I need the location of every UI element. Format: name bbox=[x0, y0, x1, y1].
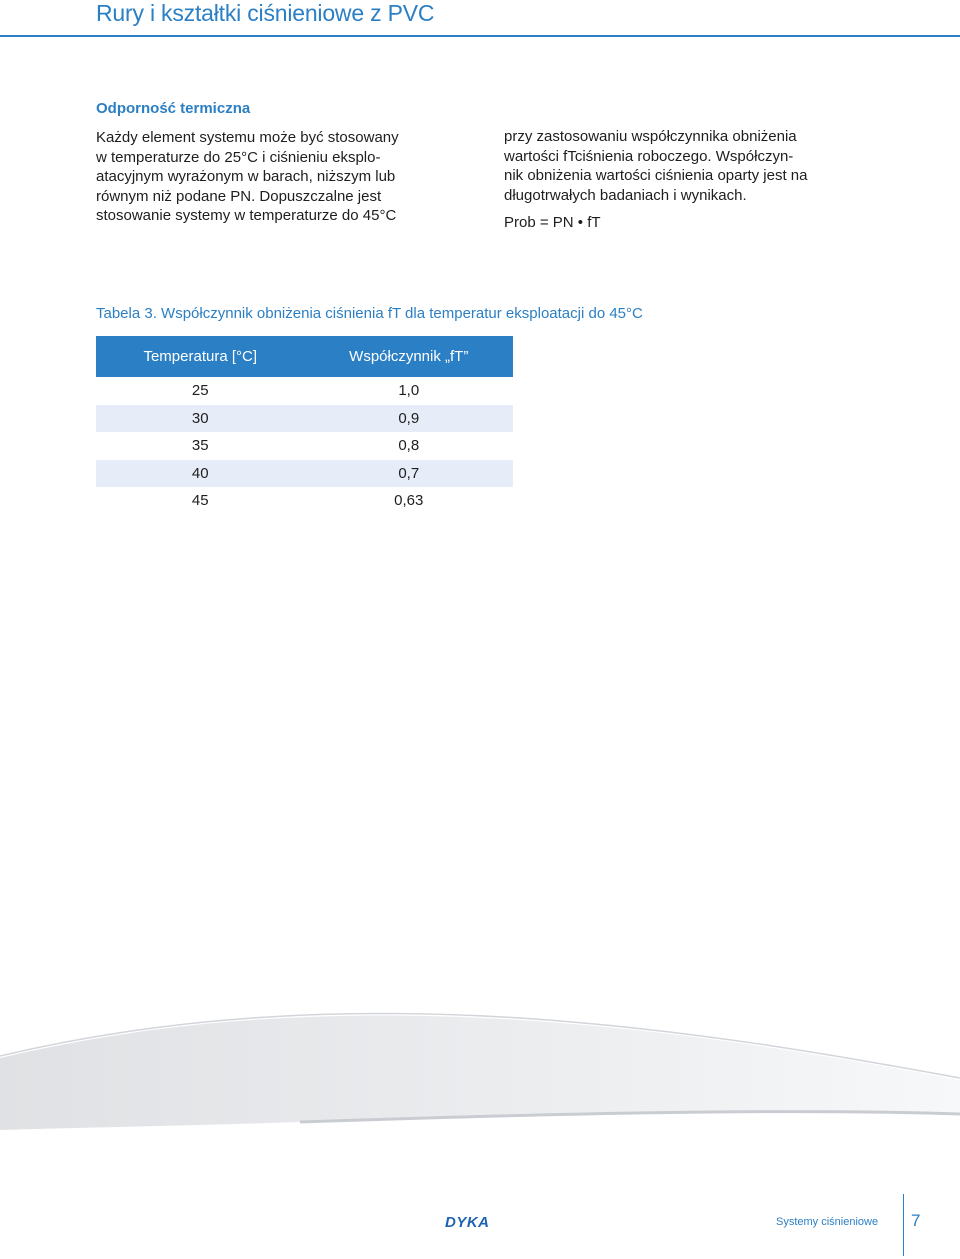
pressure-formula: Prob = PN • fT bbox=[504, 214, 601, 231]
cell-factor: 0,8 bbox=[398, 437, 420, 455]
cell-temperature: 25 bbox=[191, 382, 209, 400]
table-row bbox=[96, 432, 513, 460]
body-line: wartości fTciśnienia roboczego. Współczyn- bbox=[504, 147, 794, 165]
cell-temperature: 35 bbox=[191, 437, 209, 455]
cell-factor: 1,0 bbox=[398, 382, 420, 400]
body-line: stosowanie systemy w temperaturze do 45°C bbox=[96, 207, 397, 224]
table-caption: Tabela 3. Współczynnik obniżenia ciśnienia fT dla temperatur eksploatacji do 45°C bbox=[96, 305, 643, 322]
page-title: Rury i kształtki ciśnieniowe z PVC bbox=[96, 0, 435, 26]
body-text-left-column bbox=[96, 128, 476, 226]
dyka-logo-text: DYKA bbox=[445, 1214, 490, 1230]
cell-temperature: 40 bbox=[96, 460, 305, 488]
cell-temperature: 30 bbox=[96, 405, 305, 433]
table-header-row bbox=[96, 336, 513, 377]
body-line: przy zastosowaniu współczynnika obniżenia bbox=[504, 128, 797, 145]
header-factor: Współczynnik „fT” bbox=[305, 336, 514, 377]
section-heading: Odporność termiczna bbox=[96, 100, 251, 117]
cell-temperature: 45 bbox=[191, 492, 209, 510]
table-row bbox=[96, 487, 513, 515]
header-temperature: Temperatura [°C] bbox=[96, 336, 305, 377]
table-row bbox=[96, 460, 513, 488]
cell-factor: 0,7 bbox=[305, 460, 514, 488]
body-line: Każdy element systemu może być stosowany bbox=[96, 129, 399, 146]
body-line: równym niż podane PN. Dopuszczalne jest bbox=[96, 187, 382, 205]
body-line: atacyjnym wyrażonym w barach, niższym lub bbox=[96, 168, 396, 185]
cell-factor: 0,9 bbox=[305, 405, 514, 433]
footer-label: Systemy ciśnieniowe bbox=[776, 1216, 879, 1228]
footer-divider bbox=[903, 1194, 904, 1256]
body-line: w temperaturze do 25°C i ciśnieniu eksplo- bbox=[96, 148, 381, 166]
body-text-right-column bbox=[504, 127, 884, 205]
body-line: nik obniżenia wartości ciśnienia oparty jest na bbox=[504, 167, 808, 184]
cell-factor: 0,63 bbox=[394, 492, 424, 510]
table-row bbox=[96, 405, 513, 433]
derating-factor-table bbox=[96, 336, 513, 515]
decorative-wave bbox=[0, 1010, 960, 1130]
page-number: 7 bbox=[911, 1211, 921, 1230]
header-divider bbox=[0, 35, 960, 37]
table-row bbox=[96, 377, 513, 405]
body-line: długotrwałych badaniach i wynikach. bbox=[504, 186, 747, 204]
dyka-logo bbox=[445, 1214, 507, 1230]
